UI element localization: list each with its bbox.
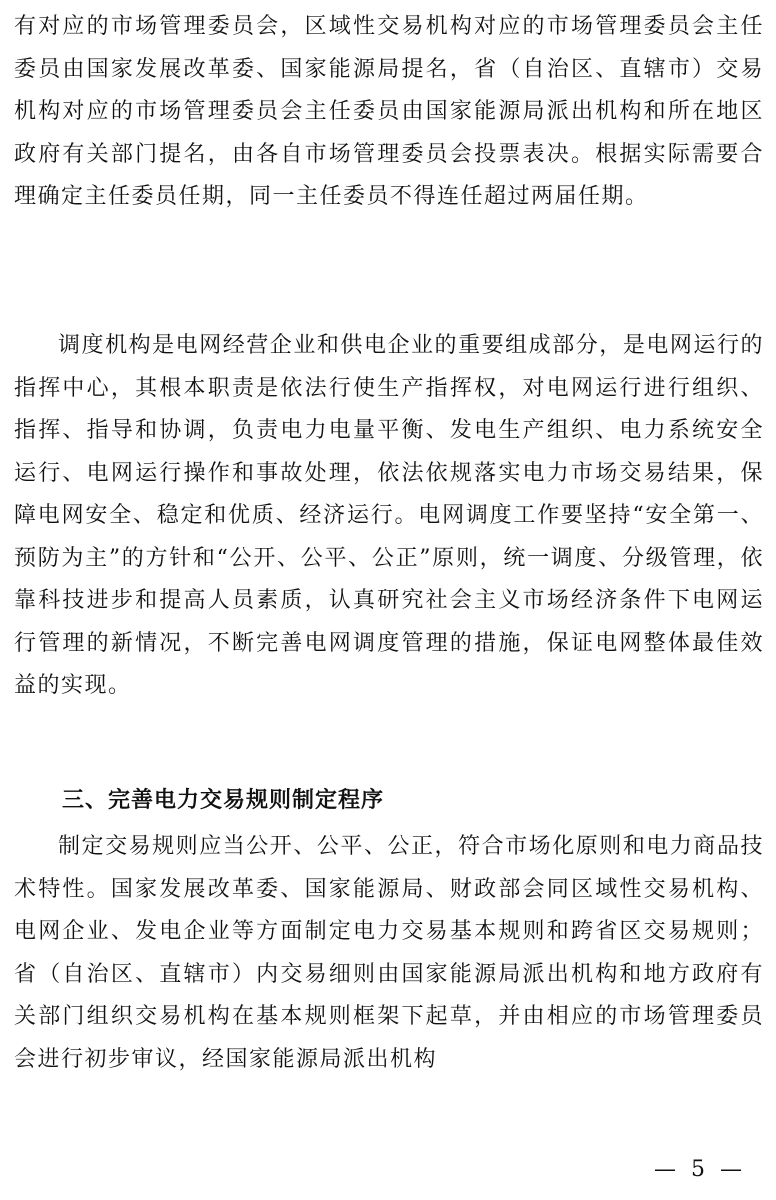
paragraph-trading-rules: 制定交易规则应当公开、公平、公正，符合市场化原则和电力商品技术特性。国家发展改革委、国家能源局、财政部会同区域性交易机构、电网企业、发电企业等方面制定电力交易基本规则和跨省区交易规则；省（自治区、直辖市）内交易细则由国家能源局派出机构和地方政府有关部门组织交易机构在基本规则框架下起草，并由相应的市场管理委员会进行初步审议，经国家能源局派出机构 — [14, 834, 764, 1072]
section-heading: 三、完善电力交易规则制定程序 — [62, 788, 385, 813]
paragraph-market-committee: 有对应的市场管理委员会，区域性交易机构对应的市场管理委员会主任委员由国家发展改革委、国家能源局提名，省（自治区、直辖市）交易机构对应的市场管理委员会主任委员由国家能源局派出机构和所在地区政府有关部门提名，由各自市场管理委员会投票表决。根据实际需要合理确定主任委员任期，同一主任委员不得连任超过两届任期。 — [14, 14, 764, 209]
page-number: — 5 — — [654, 1157, 746, 1182]
paragraph-dispatch-agency: 调度机构是电网经营企业和供电企业的重要组成部分，是电网运行的指挥中心，其根本职责是依法行使生产指挥权，对电网运行进行组织、指挥、指导和协调，负责电力电量平衡、发电生产组织、电力系统安全运行、电网运行操作和事故处理，依法依规落实电力市场交易结果，保障电网安全、稳定和优质、经济运行。电网调度工作要坚持“安全第一、预防为主”的方针和“公开、公平、公正”原则，统一调度、分级管理，依靠科技进步和提高人员素质，认真研究社会主义市场经济条件下电网运行管理的新情况，不断完善电网调度管理的措施，保证电网整体最佳效益的实现。 — [14, 333, 764, 698]
